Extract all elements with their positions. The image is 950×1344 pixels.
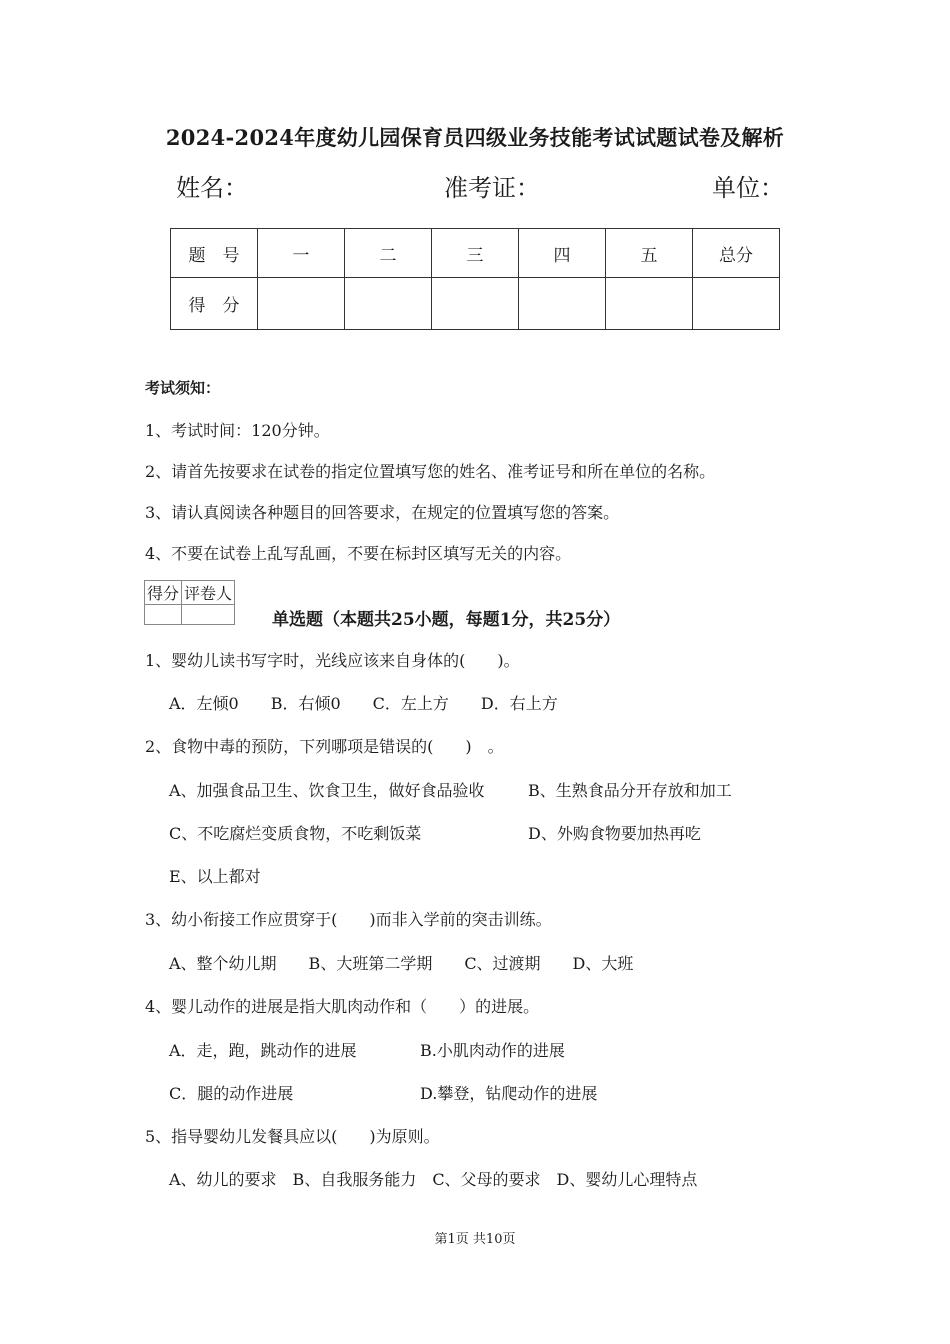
question-option: D.攀登，钻爬动作的进展 <box>420 1084 598 1103</box>
grader-score-label: 得分 <box>145 581 182 605</box>
score-table-header-cell: 五 <box>606 229 693 278</box>
score-table-header-cell: 总分 <box>693 229 780 278</box>
score-table-header-cell: 题 号 <box>171 229 258 278</box>
notice-item: 4、不要在试卷上乱写乱画，不要在标封区填写无关的内容。 <box>145 544 572 563</box>
question-option: D、外购食物要加热再吃 <box>528 824 701 843</box>
score-cell[interactable] <box>258 278 345 330</box>
exam-id-field-label: 准考证： <box>444 174 540 202</box>
question-option: E、以上都对 <box>169 867 261 886</box>
notice-item: 3、请认真阅读各种题目的回答要求，在规定的位置填写您的答案。 <box>145 503 620 522</box>
question-stem: 1、婴幼儿读书写字时，光线应该来自身体的( )。 <box>145 651 520 670</box>
notice-item: 2、请首先按要求在试卷的指定位置填写您的姓名、准考证号和所在单位的名称。 <box>145 462 716 481</box>
score-table <box>170 228 780 330</box>
question-option: C、不吃腐烂变质食物，不吃剩饭菜 <box>169 824 422 843</box>
grader-name-cell[interactable] <box>182 605 235 625</box>
score-table-header-cell: 四 <box>519 229 606 278</box>
question-option: B、生熟食品分开存放和加工 <box>528 781 732 800</box>
question-options: A、幼儿的要求 B、自我服务能力 C、父母的要求 D、婴幼儿心理特点 <box>169 1170 698 1189</box>
grader-score-cell[interactable] <box>145 605 182 625</box>
score-row-label: 得 分 <box>171 278 258 330</box>
score-cell[interactable] <box>693 278 780 330</box>
score-cell[interactable] <box>519 278 606 330</box>
page-footer: 第1页 共10页 <box>434 1232 516 1247</box>
document-title: 2024-2024年度幼儿园保育员四级业务技能考试试题试卷及解析 <box>165 125 785 150</box>
question-options: A．左倾0 B．右倾0 C．左上方 D．右上方 <box>169 694 558 713</box>
question-options: A、整个幼儿期 B、大班第二学期 C、过渡期 D、大班 <box>169 954 634 973</box>
question-option: A、加强食品卫生、饮食卫生，做好食品验收 <box>169 781 485 800</box>
question-stem: 4、婴儿动作的进展是指大肌肉动作和（ ）的进展。 <box>145 997 540 1016</box>
question-stem: 5、指导婴幼儿发餐具应以( )为原则。 <box>145 1127 440 1146</box>
grader-box <box>144 580 235 625</box>
question-option: A．走，跑，跳动作的进展 <box>169 1041 357 1060</box>
score-cell[interactable] <box>432 278 519 330</box>
notice-heading: 考试须知： <box>145 379 221 397</box>
score-table-header-row <box>171 229 780 278</box>
score-table-header-cell: 一 <box>258 229 345 278</box>
notice-item: 1、考试时间：120分钟。 <box>145 421 330 440</box>
score-table-header-cell: 二 <box>345 229 432 278</box>
score-cell[interactable] <box>345 278 432 330</box>
grader-name-label: 评卷人 <box>182 581 235 605</box>
score-cell[interactable] <box>606 278 693 330</box>
score-table-header-cell: 三 <box>432 229 519 278</box>
question-option: C．腿的动作进展 <box>169 1084 294 1103</box>
section-title: 单选题（本题共25小题，每题1分，共25分） <box>272 610 621 630</box>
question-stem: 3、幼小衔接工作应贯穿于( )而非入学前的突击训练。 <box>145 910 552 929</box>
unit-field-label: 单位： <box>712 174 784 202</box>
question-option: B.小肌肉动作的进展 <box>420 1041 565 1060</box>
question-stem: 2、食物中毒的预防，下列哪项是错误的( ) 。 <box>145 737 504 756</box>
score-table-score-row <box>171 278 780 330</box>
name-field-label: 姓名： <box>176 174 248 202</box>
